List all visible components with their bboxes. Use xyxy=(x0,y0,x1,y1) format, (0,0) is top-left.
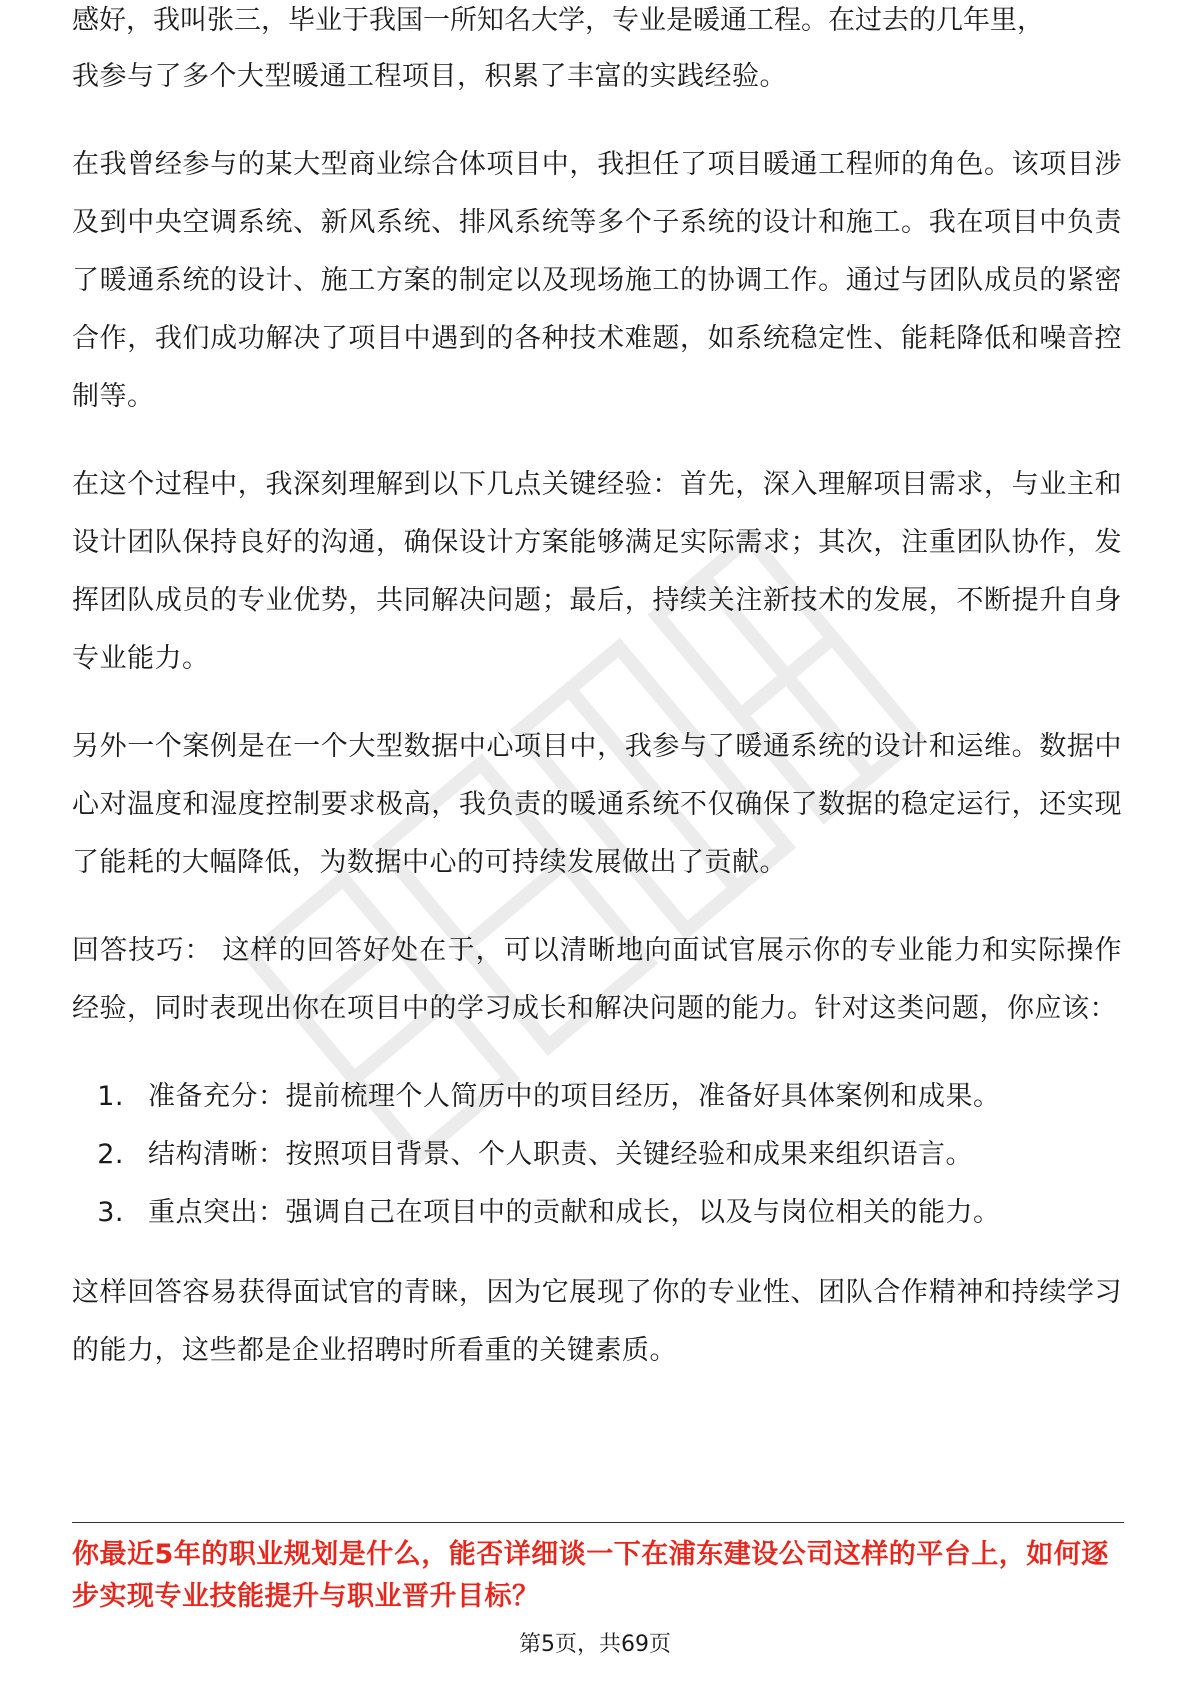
list-number: 3. xyxy=(97,1197,124,1228)
list-number: 2. xyxy=(97,1139,124,1170)
page-number-footer: 第5页，共69页 xyxy=(519,1632,671,1657)
list-item xyxy=(72,1068,1122,1126)
document-body xyxy=(72,5,1122,1410)
tips-list xyxy=(72,1068,1122,1242)
section-divider xyxy=(72,1522,1124,1523)
list-text: 结构清晰：按照项目背景、个人职责、关键经验和成果来组织语言。 xyxy=(148,1139,973,1170)
list-text: 准备充分：提前梳理个人简历中的项目经历，准备好具体案例和成果。 xyxy=(148,1081,1001,1112)
paragraph-answer-tips: 回答技巧： 这样的回答好处在于，可以清晰地向面试官展示你的专业能力和实际操作经验，同时表现出你在项目中的学习成长和解决问题的能力。针对这类问题，你应该： xyxy=(72,935,1122,1024)
list-text: 重点突出：强调自己在项目中的贡献和成长，以及与岗位相关的能力。 xyxy=(148,1197,1001,1228)
list-item xyxy=(72,1184,1122,1242)
list-number: 1. xyxy=(97,1081,124,1112)
paragraph-project-1: 在我曾经参与的某大型商业综合体项目中，我担任了项目暖通工程师的角色。该项目涉及到中央空调系统、新风系统、排风系统等多个子系统的设计和施工。我在项目中负责了暖通系统的设计、施工方案的制定以及现场施工的协调工作。通过与团队成员的紧密合作，我们成功解决了项目中遇到的各种技术难题，如系统稳定性、能耗降低和噪音控制等。 xyxy=(72,149,1122,412)
cut-off-line: 感好，我叫张三，毕业于我国一所知名大学，专业是暖通工程。在过去的几年里， xyxy=(72,5,1044,36)
paragraph-closing: 这样回答容易获得面试官的青睐，因为它展现了你的专业性、团队合作精神和持续学习的能力，这些都是企业招聘时所看重的关键素质。 xyxy=(72,1277,1122,1366)
next-question-heading: 你最近5年的职业规划是什么，能否详细谈一下在浦东建设公司这样的平台上，如何逐步实现专业技能提升与职业晋升目标？ xyxy=(72,1539,1109,1612)
list-item xyxy=(72,1126,1122,1184)
paragraph-intro: 我参与了多个大型暖通工程项目，积累了丰富的实践经验。 xyxy=(72,61,787,92)
paragraph-experience: 在这个过程中，我深刻理解到以下几点关键经验：首先，深入理解项目需求，与业主和设计团队保持良好的沟通，确保设计方案能够满足实际需求；其次，注重团队协作，发挥团队成员的专业优势，共同解决问题；最后，持续关注新技术的发展，不断提升自身专业能力。 xyxy=(72,469,1122,674)
paragraph-project-2: 另外一个案例是在一个大型数据中心项目中，我参与了暖通系统的设计和运维。数据中心对温度和湿度控制要求极高，我负责的暖通系统不仅确保了数据的稳定运行，还实现了能耗的大幅降低，为数据中心的可持续发展做出了贡献。 xyxy=(72,731,1122,878)
